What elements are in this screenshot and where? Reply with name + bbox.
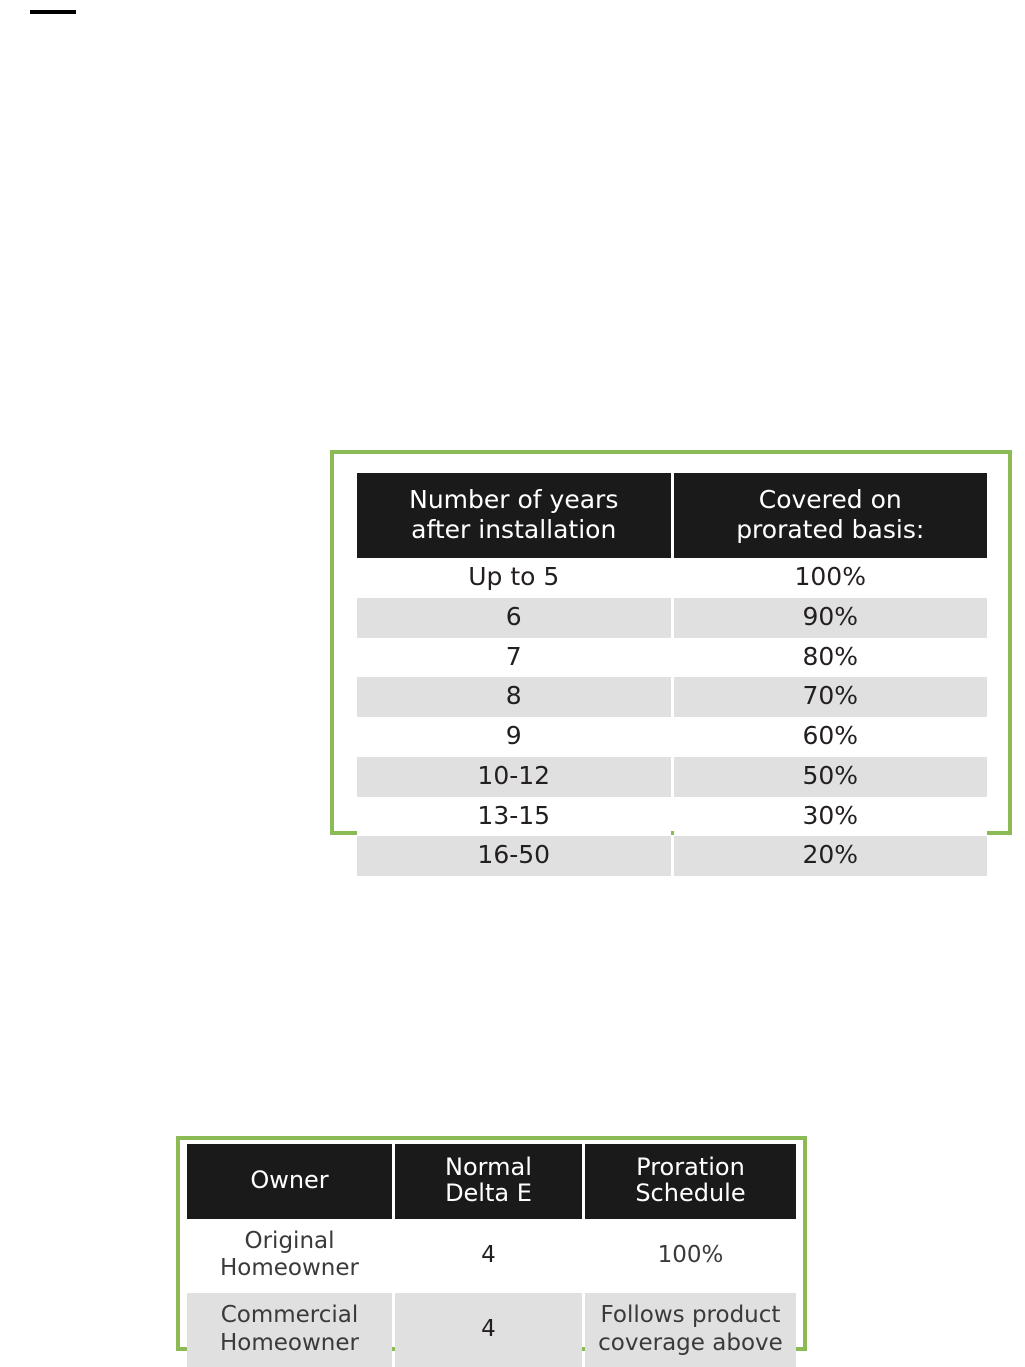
cell-covered: 100% [674, 558, 988, 598]
cell-years: Up to 5 [357, 558, 671, 598]
table-header-row [357, 473, 987, 558]
cell-owner [187, 1219, 392, 1293]
corner-rule-mark [30, 10, 76, 14]
cell-schedule-line1: 100% [657, 1241, 724, 1268]
column-header-years-line2: after installation [411, 514, 617, 544]
table-header-row [187, 1144, 796, 1219]
cell-owner-line1: Original [244, 1227, 335, 1254]
column-header-proration-schedule [585, 1144, 796, 1219]
table-row [357, 638, 987, 678]
proration-table [354, 473, 990, 876]
column-header-schedule-line1: Proration [636, 1153, 745, 1181]
cell-owner-line1: Commercial [220, 1301, 359, 1328]
cell-years: 7 [357, 638, 671, 678]
column-header-owner [187, 1144, 392, 1219]
deltae-table-head [187, 1144, 796, 1219]
table-row [187, 1219, 796, 1293]
cell-owner-line2: Homeowner [220, 1329, 359, 1356]
table-row [357, 558, 987, 598]
deltae-table-card [176, 1136, 807, 1356]
column-header-schedule-line2: Schedule [635, 1179, 746, 1208]
cell-delta-e: 4 [395, 1293, 582, 1367]
cell-years: 10-12 [357, 757, 671, 797]
cell-covered: 80% [674, 638, 988, 678]
column-header-covered-line2: prorated basis: [736, 514, 925, 544]
cell-years: 9 [357, 717, 671, 757]
cell-schedule-line2: coverage above [598, 1329, 783, 1356]
cell-covered: 20% [674, 836, 988, 876]
deltae-table-body [187, 1219, 796, 1367]
table-row [357, 797, 987, 837]
cell-covered: 70% [674, 677, 988, 717]
table-row [187, 1293, 796, 1367]
cell-years: 6 [357, 598, 671, 638]
table-row [357, 836, 987, 876]
column-header-delta-line2: Delta E [445, 1179, 532, 1208]
column-header-normal-delta-e [395, 1144, 582, 1219]
cell-years: 16-50 [357, 836, 671, 876]
cell-schedule-line1: Follows product [600, 1301, 781, 1328]
cell-covered: 90% [674, 598, 988, 638]
table-row [357, 598, 987, 638]
proration-table-card [330, 450, 1012, 870]
cell-delta-e: 4 [395, 1219, 582, 1293]
column-header-covered [674, 473, 988, 558]
cell-covered: 50% [674, 757, 988, 797]
cell-owner-line2: Homeowner [220, 1255, 359, 1282]
column-header-owner-line1: Owner [250, 1166, 329, 1195]
cell-schedule [585, 1293, 796, 1367]
cell-schedule [585, 1219, 796, 1293]
cell-years: 13-15 [357, 797, 671, 837]
column-header-years-line1: Number of years [409, 485, 619, 514]
table-row [357, 677, 987, 717]
cell-owner [187, 1293, 392, 1367]
table-row [357, 757, 987, 797]
column-header-years [357, 473, 671, 558]
table-row [357, 717, 987, 757]
deltae-table [184, 1144, 799, 1367]
cell-years: 8 [357, 677, 671, 717]
proration-table-head [357, 473, 987, 558]
column-header-delta-line1: Normal [445, 1153, 532, 1181]
column-header-covered-line1: Covered on [758, 485, 902, 514]
cell-covered: 60% [674, 717, 988, 757]
cell-covered: 30% [674, 797, 988, 837]
proration-table-body [357, 558, 987, 876]
